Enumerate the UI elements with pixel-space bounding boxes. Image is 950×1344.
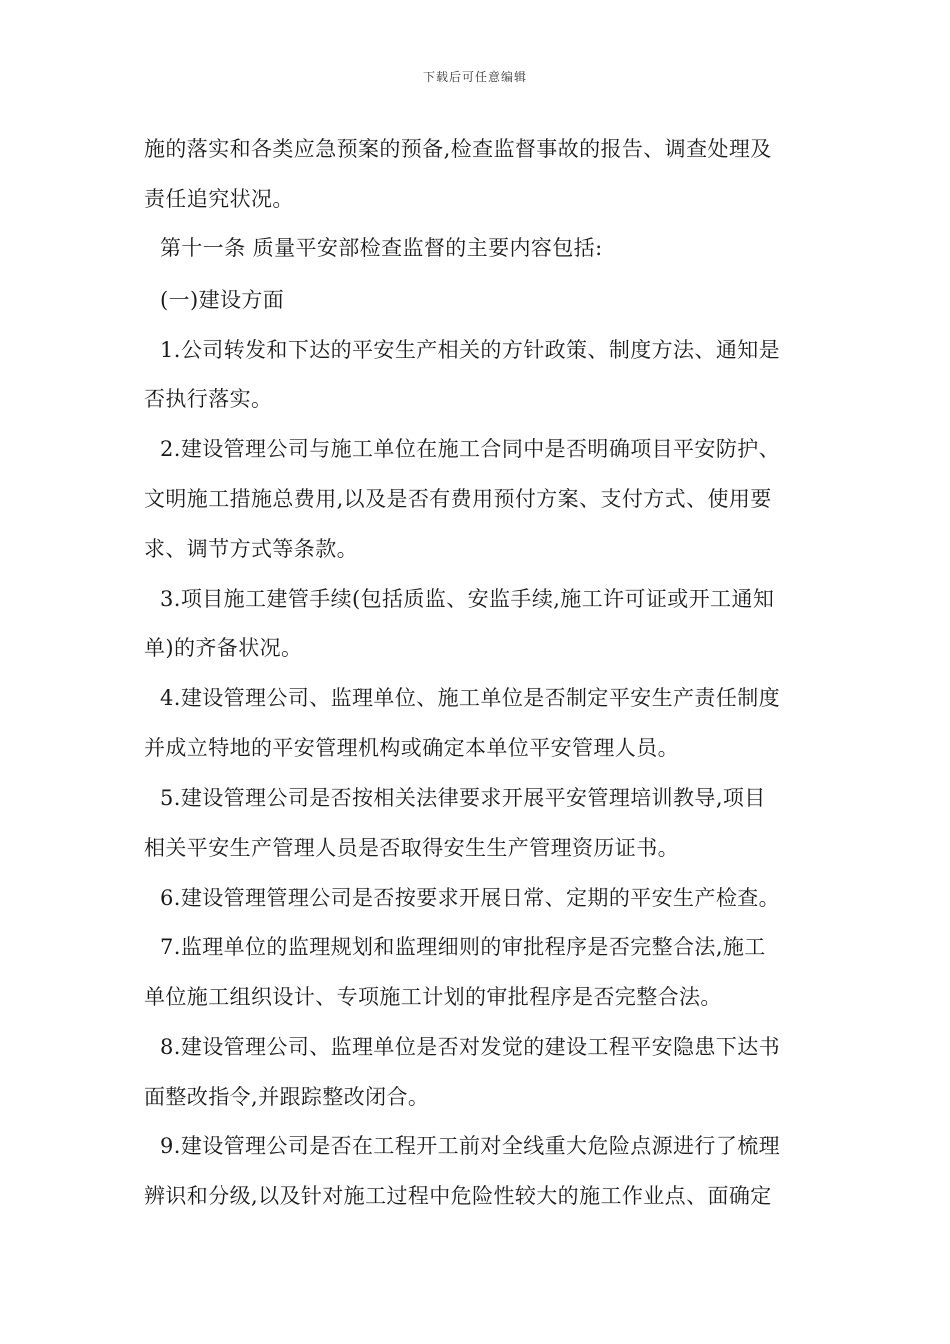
paragraph-line: 责任追究状况。 [144, 187, 294, 211]
paragraph-line: 8.建设管理公司、监理单位是否对发觉的建设工程平安隐患下达书 [160, 1035, 781, 1059]
section-heading: (一)建设方面 [160, 288, 285, 312]
article-heading: 第十一条 质量平安部检查监督的主要内容包括: [160, 236, 603, 260]
paragraph-line: 施的落实和各类应急预案的预备,检查监督事故的报告、调查处理及 [144, 137, 772, 161]
paragraph-line: 3.项目施工建管手续(包括质监、安监手续,施工许可证或开工通知 [160, 587, 775, 611]
paragraph-line: 并成立特地的平安管理机构或确定本单位平安管理人员。 [144, 736, 679, 760]
paragraph-line: 1.公司转发和下达的平安生产相关的方针政策、制度方法、通知是 [160, 338, 781, 362]
paragraph-line: 6.建设管理管理公司是否按要求开展日常、定期的平安生产检查。 [160, 886, 781, 910]
paragraph-line: 单)的齐备状况。 [144, 636, 303, 660]
paragraph-line: 相关平安生产管理人员是否取得安生生产管理资历证书。 [144, 836, 679, 860]
paragraph-line: 9.建设管理公司是否在工程开工前对全线重大危险点源进行了梳理 [160, 1134, 781, 1158]
page-header: 下载后可任意编辑 [422, 70, 527, 84]
paragraph-line: 单位施工组织设计、专项施工计划的审批程序是否完整合法。 [144, 985, 722, 1009]
paragraph-line: 4.建设管理公司、监理单位、施工单位是否制定平安生产责任制度 [160, 686, 781, 710]
paragraph-line: 2.建设管理公司与施工单位在施工合同中是否明确项目平安防护、 [160, 437, 781, 461]
paragraph-line: 否执行落实。 [144, 387, 273, 411]
paragraph-line: 辨识和分级,以及针对施工过程中危险性较大的施工作业点、面确定 [144, 1184, 772, 1208]
paragraph-line: 求、调节方式等条款。 [144, 537, 358, 561]
paragraph-line: 面整改指令,并跟踪整改闭合。 [144, 1085, 430, 1109]
paragraph-line: 7.监理单位的监理规划和监理细则的审批程序是否完整合法,施工 [160, 935, 766, 959]
paragraph-line: 文明施工措施总费用,以及是否有费用预付方案、支付方式、使用要 [144, 487, 772, 511]
paragraph-line: 5.建设管理公司是否按相关法律要求开展平安管理培训教导,项目 [160, 786, 766, 810]
